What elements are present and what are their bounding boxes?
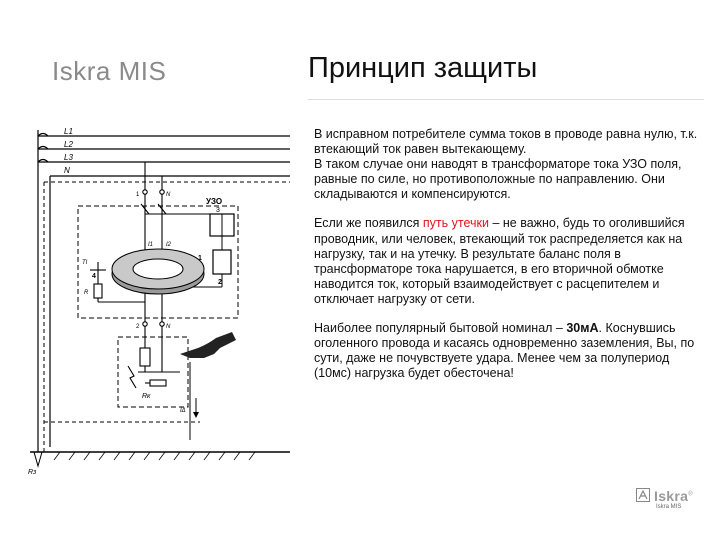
label-uzo: УЗО (206, 197, 223, 206)
paragraph-normal-line2: В таком случае они наводят в трансформаторе тока УЗО поля, равные по силе, но противоположные по направлению. Они складываются и компенсируются. (314, 157, 682, 202)
logo-subtitle: Iskra MIS (656, 504, 682, 510)
leakage-text-start: Если же появился (314, 216, 423, 231)
terminal-1: 1 (136, 192, 140, 198)
rating-text-end: . Коснувшись оголенного провода и касаясь одновременно заземления, Вы, по сути, даже не почувствуете удара. Менее чем за полупериод (10мс) нагрузка будет обесточена! (314, 321, 695, 381)
rating-text-start: Наиболее популярный бытовой номинал – (314, 321, 567, 336)
label-rz: Rз (28, 469, 37, 476)
label-l2: L2 (64, 140, 73, 149)
iskra-logo-icon (636, 488, 650, 502)
rcd-circuit-diagram (20, 122, 290, 482)
terminal-n1: N (166, 192, 171, 198)
label-id: IΔ (180, 408, 186, 414)
label-uzo-num: 3 (216, 207, 220, 214)
rating-value: 30мА (566, 321, 599, 336)
paragraph-normal (314, 127, 709, 202)
paragraph-leakage (314, 216, 709, 307)
label-r: R (84, 290, 89, 296)
leakage-path-highlight: путь утечки (422, 216, 489, 231)
current-i1: I1 (148, 242, 154, 248)
terminal-2: 2 (136, 324, 140, 330)
title-divider (308, 99, 704, 100)
brand-title: Iskra MIS (52, 56, 167, 86)
label-part1: 1 (198, 255, 202, 262)
page-title: Принцип защиты (308, 52, 538, 84)
current-i2: I2 (166, 242, 172, 248)
label-part2: 2 (218, 279, 222, 286)
label-part4: 4 (92, 273, 96, 280)
leakage-text-end: – не важно, будь то оголившийся проводник, или человек, втекающий ток распределяется как на нагрузку, так и на утечку. В результате баланс поля в трансформаторе тока нарушается, в его вторичной обмотке наводится ток, который взаимодействует с расцепителем и отключает нагрузку от сети. (314, 216, 685, 306)
content-text (314, 127, 709, 395)
label-l3: L3 (64, 153, 73, 162)
label-n: N (64, 166, 70, 175)
paragraph-rating (314, 321, 709, 381)
label-l1: L1 (64, 127, 73, 136)
label-ti: TI (82, 260, 88, 266)
logo-name: Iskra® (654, 488, 693, 504)
terminal-n2: N (166, 324, 171, 330)
paragraph-normal-line1: В исправном потребителе сумма токов в проводе равна нулю, т.к. втекающий ток равен вытекающему. (314, 127, 698, 157)
label-rk: Rк (142, 393, 151, 400)
